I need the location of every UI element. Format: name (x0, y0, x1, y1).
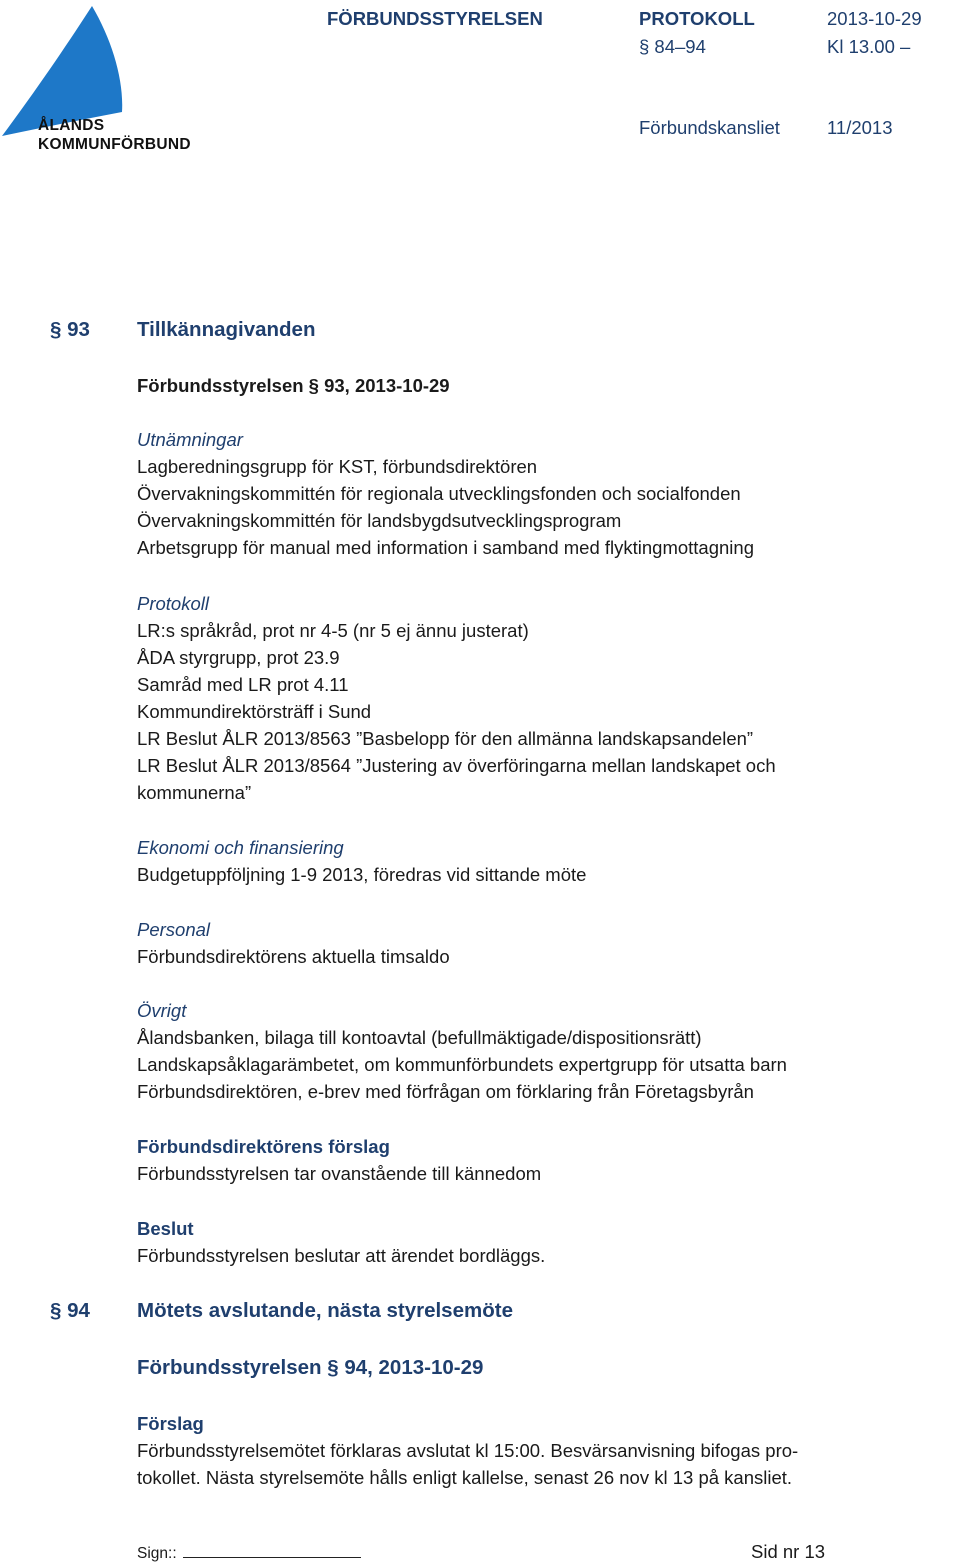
utnamningar-block (137, 426, 917, 561)
header-time: Kl 13.00 – (827, 36, 911, 57)
beslut-block (137, 1215, 917, 1269)
s94-text-line: tokollet. Nästa styrelsemöte hålls enligt kallelse, senast 26 nov kl 13 på kansliet. (137, 1467, 793, 1488)
list-item: Arbetsgrupp för manual med information i samband med flyktingmottagning (137, 537, 754, 558)
list-item: Förbundsdirektörens aktuella timsaldo (137, 946, 450, 967)
list-item: Lagberedningsgrupp för KST, förbundsdirektören (137, 456, 538, 477)
header-org: FÖRBUNDSSTYRELSEN (327, 8, 543, 29)
list-item: LR Beslut ÅLR 2013/8564 ”Justering av överföringarna mellan landskapet och (137, 755, 776, 776)
page-number: Sid nr 13 (751, 1541, 826, 1562)
list-item: kommunerna” (137, 782, 252, 803)
list-item: Samråd med LR prot 4.11 (137, 674, 349, 695)
list-item: Övervakningskommittén för landsbygdsutvecklingsprogram (137, 510, 622, 531)
protokoll-block (137, 590, 917, 806)
section-94-number: § 94 (50, 1299, 90, 1322)
list-item: LR Beslut ÅLR 2013/8563 ”Basbelopp för den allmänna landskapsandelen” (137, 728, 754, 749)
protokoll-heading: Protokoll (137, 593, 209, 614)
ekonomi-block (137, 834, 917, 888)
list-item: Övervakningskommittén för regionala utvecklingsfonden och socialfonden (137, 483, 741, 504)
personal-heading: Personal (137, 919, 211, 940)
s94-forslag-block (137, 1410, 917, 1491)
list-item: LR:s språkråd, prot nr 4-5 (nr 5 ej ännu justerat) (137, 620, 529, 641)
section-93-number: § 93 (50, 318, 90, 341)
logo-line-1: ÅLANDS (38, 117, 105, 134)
list-item: ÅDA styrgrupp, prot 23.9 (137, 647, 340, 668)
list-item: Landskapsåklagarämbetet, om kommunförbundets expertgrupp för utsatta barn (137, 1054, 787, 1075)
logo-text (38, 116, 191, 154)
header-doc-type: PROTOKOLL (639, 8, 755, 29)
utnamningar-heading: Utnämningar (137, 429, 243, 450)
header-date: 2013-10-29 (827, 8, 922, 29)
forslag-heading: Förbundsdirektörens förslag (137, 1136, 390, 1157)
list-item: Kommundirektörsträff i Sund (137, 701, 372, 722)
ovrigt-heading: Övrigt (137, 1000, 187, 1021)
s94-forslag-heading: Förslag (137, 1413, 204, 1434)
signature-line (183, 1543, 361, 1558)
list-item: Förbundsdirektören, e-brev med förfrågan om förklaring från Företagsbyrån (137, 1081, 754, 1102)
header-number: 11/2013 (827, 117, 893, 138)
logo-line-2: KOMMUNFÖRBUND (38, 136, 191, 153)
forslag-text: Förbundsstyrelsen tar ovanstående till kännedom (137, 1163, 542, 1184)
list-item: Budgetuppföljning 1-9 2013, föredras vid sittande möte (137, 864, 587, 885)
beslut-text: Förbundsstyrelsen beslutar att ärendet bordläggs. (137, 1245, 546, 1266)
personal-block (137, 916, 917, 970)
list-item: Ålandsbanken, bilaga till kontoavtal (befullmäktigade/dispositionsrätt) (137, 1027, 702, 1048)
logo (0, 0, 210, 160)
header-paragraphs: § 84–94 (639, 36, 706, 57)
header-office: Förbundskansliet (639, 117, 780, 138)
section-93-title: Tillkännagivanden (137, 318, 316, 341)
ekonomi-heading: Ekonomi och finansiering (137, 837, 344, 858)
section-93-reference: Förbundsstyrelsen § 93, 2013-10-29 (137, 375, 450, 396)
section-94-title: Mötets avslutande, nästa styrelsemöte (137, 1299, 513, 1322)
sign-label: Sign:: (137, 1545, 177, 1562)
signature-area (137, 1543, 361, 1563)
beslut-heading: Beslut (137, 1218, 194, 1239)
ovrigt-block (137, 997, 917, 1105)
forslag-block (137, 1133, 917, 1187)
s94-text-line: Förbundsstyrelsemötet förklaras avslutat kl 15:00. Besvärsanvisning bifogas pro- (137, 1440, 799, 1461)
section-94-reference: Förbundsstyrelsen § 94, 2013-10-29 (137, 1356, 484, 1379)
